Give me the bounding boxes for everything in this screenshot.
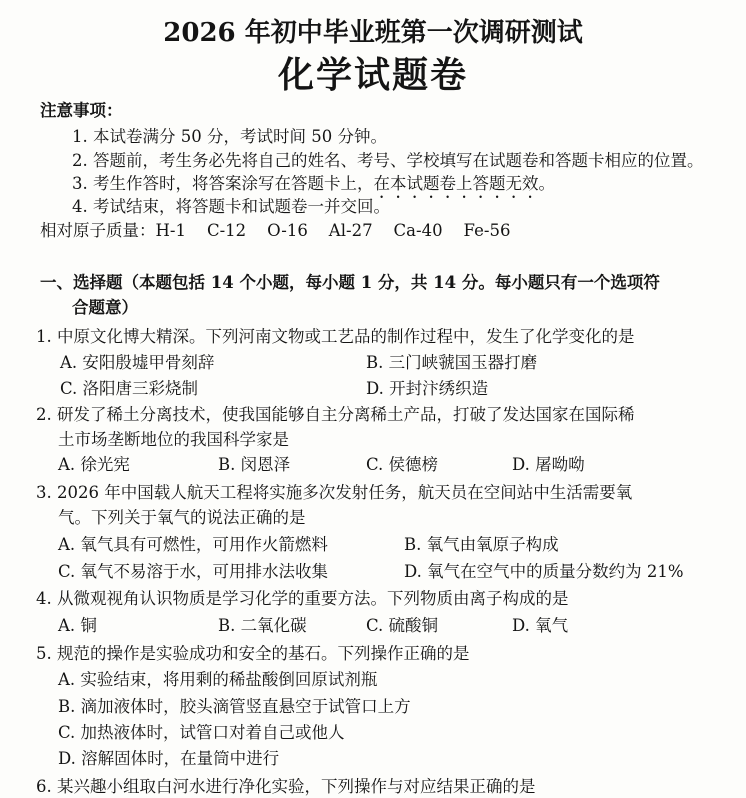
- question-2-option-b: B. 闵恩泽: [218, 455, 291, 474]
- question-5-option-b: B. 滴加液体时，胶头滴管竖直悬空于试管口上方: [58, 697, 411, 716]
- question-2-option-a: A. 徐光宪: [58, 455, 130, 474]
- atomic-mass-line: 相对原子质量：H-1 C-12 O-16 Al-27 Ca-40 Fe-56: [40, 221, 511, 240]
- section-heading-cont: 合题意）: [72, 298, 138, 317]
- question-1-option-b: B. 三门峡虢国玉器打磨: [366, 353, 538, 372]
- note-item-4: 4. 考试结束，将答题卡和试题卷一并交回。: [72, 197, 390, 216]
- question-4-option-d: D. 氧气: [512, 616, 569, 635]
- question-1-option-c: C. 洛阳唐三彩烧制: [60, 379, 199, 398]
- question-2-stem: 2. 研发了稀土分离技术，使我国能够自主分离稀土产品，打破了发达国家在国际稀: [36, 405, 635, 424]
- section-heading: 一、选择题（本题包括 14 个小题，每小题 1 分，共 14 分。每小题只有一个选项符: [40, 273, 660, 292]
- question-2-option-c: C. 侯德榜: [366, 455, 439, 474]
- question-3-option-a: A. 氧气具有可燃性，可用作火箭燃料: [58, 535, 328, 554]
- note-item-2: 2. 答题前，考生务必先将自己的姓名、考号、学校填写在试题卷和答题卡相应的位置。: [72, 151, 704, 170]
- question-2-option-d: D. 屠呦呦: [512, 455, 585, 474]
- question-3-option-b: B. 氧气由氧原子构成: [404, 535, 559, 554]
- question-3-stem-cont: 气。下列关于氧气的说法正确的是: [58, 508, 306, 527]
- question-1-option-a: A. 安阳殷墟甲骨刻辞: [60, 353, 215, 372]
- note-item-3-text: 3. 考生作答时，将答案涂写在答题卡上，: [72, 174, 374, 193]
- question-4-stem: 4. 从微观视角认识物质是学习化学的重要方法。下列物质由离子构成的是: [36, 589, 569, 608]
- note-item-1: 1. 本试卷满分 50 分，考试时间 50 分钟。: [72, 127, 387, 146]
- notes-heading: 注意事项：: [40, 101, 123, 120]
- question-5-stem: 5. 规范的操作是实验成功和安全的基石。下列操作正确的是: [36, 644, 470, 663]
- note-item-3-emphasis: 在本试题卷上答题无效。: [373, 174, 555, 193]
- question-3-stem: 3. 2026 年中国载人航天工程将实施多次发射任务，航天员在空间站中生活需要氧: [36, 483, 633, 502]
- question-4-option-b: B. 二氧化碳: [218, 616, 307, 635]
- subject-title: 化学试题卷: [277, 54, 468, 96]
- question-2-stem-cont: 土市场垄断地位的我国科学家是: [58, 430, 289, 449]
- question-1-option-d: D. 开封汴绣织造: [366, 379, 489, 398]
- question-3-option-c: C. 氧气不易溶于水，可用排水法收集: [58, 562, 329, 581]
- question-5-option-c: C. 加热液体时，试管口对着自己或他人: [58, 723, 345, 742]
- question-4-option-a: A. 铜: [58, 616, 97, 635]
- question-6-stem: 6. 某兴趣小组取白河水进行净化实验，下列操作与对应结果正确的是: [36, 777, 536, 796]
- question-5-option-a: A. 实验结束，将用剩的稀盐酸倒回原试剂瓶: [58, 670, 378, 689]
- question-3-option-d: D. 氧气在空气中的质量分数约为 21%: [404, 562, 684, 581]
- question-4-option-c: C. 硫酸铜: [366, 616, 439, 635]
- exam-title: 2026 年初中毕业班第一次调研测试: [163, 18, 583, 48]
- question-1-stem: 1. 中原文化博大精深。下列河南文物或工艺品的制作过程中，发生了化学变化的是: [36, 327, 635, 346]
- question-5-option-d: D. 溶解固体时，在量筒中进行: [58, 749, 280, 768]
